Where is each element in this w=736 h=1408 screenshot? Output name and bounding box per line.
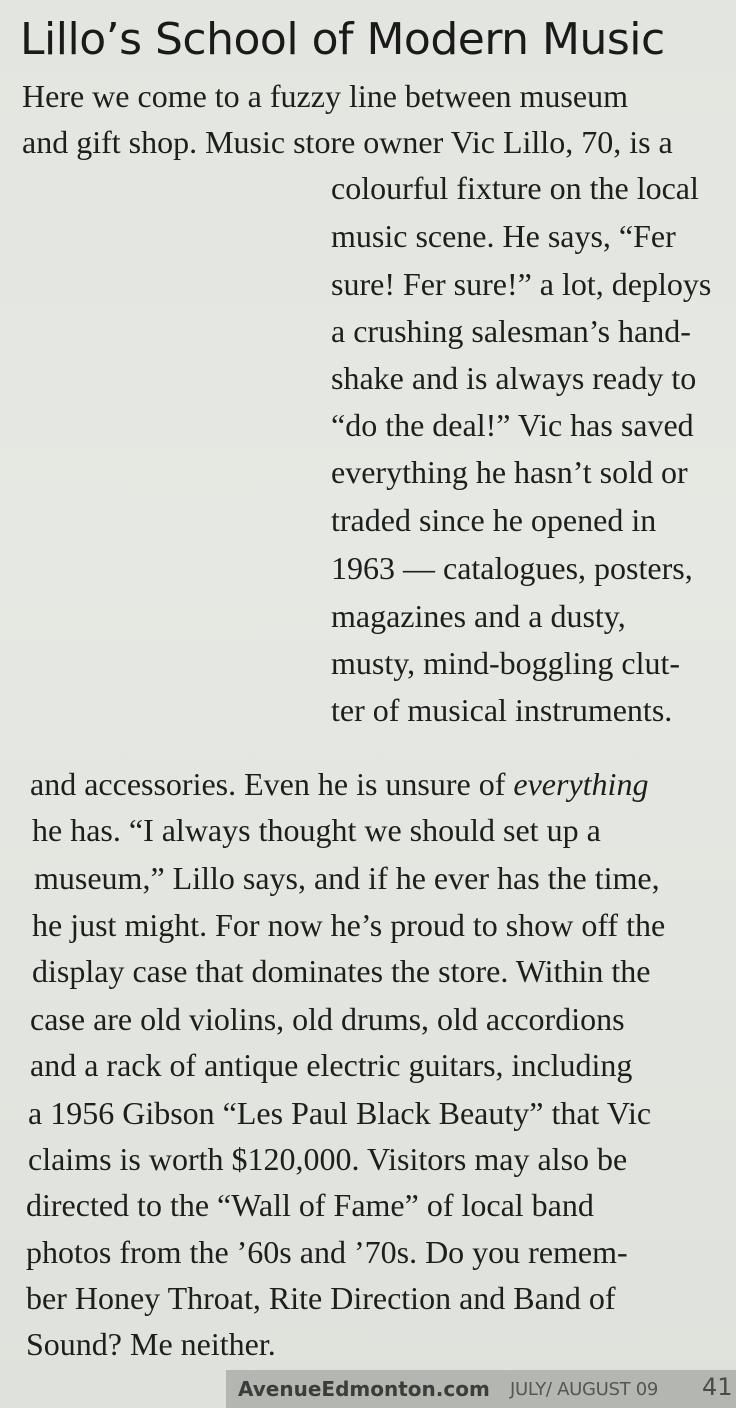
text-line: shake and is always ready to	[331, 360, 697, 396]
text-line: Sound? Me neither.	[26, 1326, 276, 1362]
text-line: case are old violins, old drums, old accordions	[30, 1001, 625, 1037]
text-line: traded since he opened in	[331, 502, 657, 538]
text-line: display case that dominates the store. Within the	[32, 953, 651, 989]
text-line: magazines and a dusty,	[331, 598, 626, 634]
text-line: and accessories. Even he is unsure of everything	[30, 766, 649, 802]
text-line: photos from the ’60s and ’70s. Do you remem-	[26, 1234, 628, 1270]
text-line: “do the deal!” Vic has saved	[331, 407, 694, 443]
text-line: Here we come to a fuzzy line between museum	[22, 78, 628, 114]
text-line: he just might. For now he’s proud to show off the	[32, 907, 666, 943]
text-line: a crushing salesman’s hand-	[331, 313, 691, 349]
text-line: musty, mind-boggling clut-	[331, 645, 681, 681]
text-line: claims is worth $120,000. Visitors may also be	[28, 1141, 628, 1177]
text-line: ber Honey Throat, Rite Direction and Band of	[26, 1280, 616, 1316]
text-line: he has. “I always thought we should set up a	[32, 812, 601, 848]
text-line: colourful fixture on the local	[331, 170, 699, 206]
text-line: directed to the “Wall of Fame” of local band	[26, 1187, 594, 1223]
text-line: 1963 — catalogues, posters,	[331, 550, 693, 586]
text-line: music scene. He says, “Fer	[331, 218, 676, 254]
text-line: museum,” Lillo says, and if he ever has the time,	[34, 860, 660, 896]
article-title: Lillo’s School of Modern Music	[20, 14, 665, 65]
folio-page-number: 41	[702, 1373, 733, 1401]
text-line: and a rack of antique electric guitars, including	[30, 1047, 633, 1083]
text-line: a 1956 Gibson “Les Paul Black Beauty” that Vic	[28, 1095, 652, 1131]
folio-website: AvenueEdmonton.com	[238, 1377, 490, 1401]
text-line: and gift shop. Music store owner Vic Lillo, 70, is a	[22, 124, 673, 160]
text-line: ter of musical instruments.	[331, 692, 673, 728]
text-line: sure! Fer sure!” a lot, deploys	[331, 266, 712, 302]
text-line: everything he hasn’t sold or	[331, 454, 688, 490]
folio-issue-date: JULY/ AUGUST 09	[510, 1379, 659, 1400]
